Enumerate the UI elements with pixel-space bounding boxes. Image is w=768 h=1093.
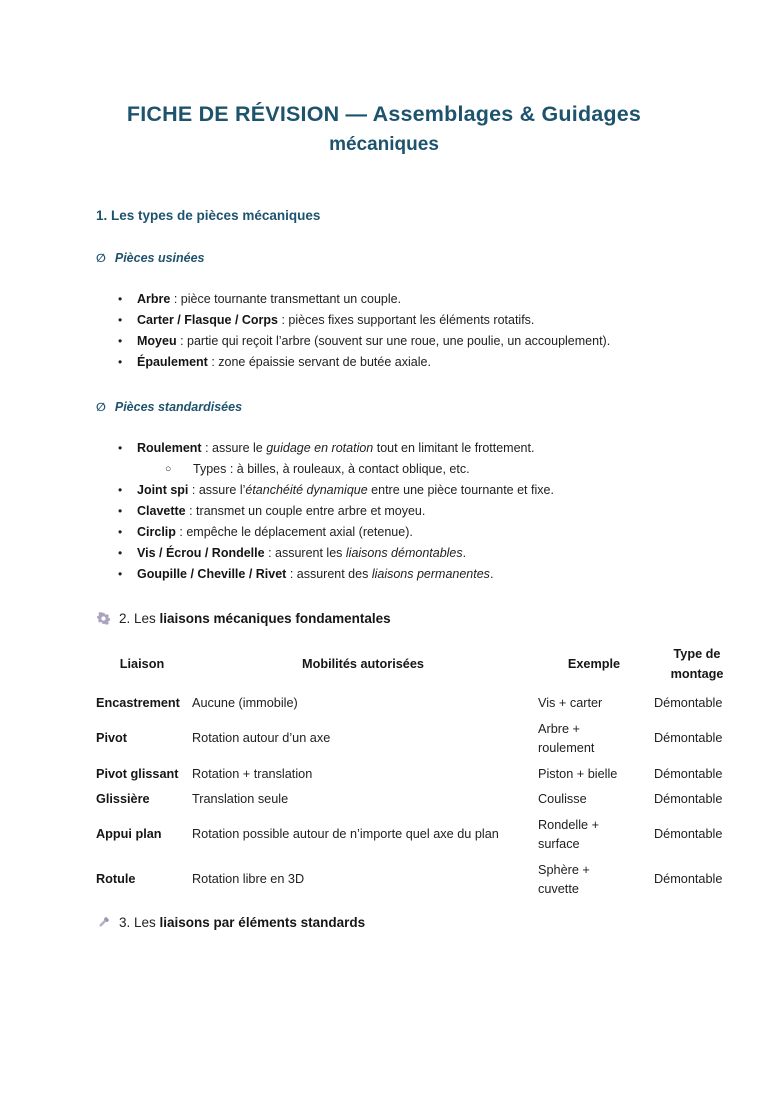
section-3-prefix: 3. Les: [119, 914, 160, 930]
bullet-icon: •: [118, 441, 123, 455]
diameter-icon: ∅: [96, 402, 106, 414]
text-segment: : pièces fixes supportant les éléments rotatifs.: [278, 313, 535, 327]
text-segment: Carter / Flasque / Corps: [137, 313, 279, 327]
text-segment: : assure l’: [188, 483, 246, 497]
table-cell: Démontable: [654, 696, 723, 710]
text-segment: Clavette: [137, 504, 186, 518]
list-item: [96, 310, 722, 331]
table-cell: Rotation possible autour de n’importe quel axe du plan: [192, 827, 499, 842]
text-segment: : partie qui reçoit l’arbre (souvent sur une roue, une poulie, un accouplement).: [176, 334, 611, 348]
table-cell: Pivot: [96, 731, 128, 746]
document-page: [0, 99, 768, 931]
table-cell: Arbre + roulement: [538, 721, 595, 755]
subsection-title: Pièces usinées: [114, 251, 205, 265]
table-body: [96, 691, 744, 903]
list-item-text: [137, 567, 493, 581]
table-cell: Démontable: [654, 872, 723, 887]
bullet-icon: •: [118, 355, 123, 369]
bullet-icon: •: [118, 483, 123, 497]
text-segment: : pièce tournante transmettant un couple.: [170, 292, 402, 306]
bullet-list: [96, 438, 768, 585]
table-header-cell: Exemple: [567, 657, 621, 671]
list-item: [96, 501, 722, 522]
table-row: [96, 691, 744, 717]
table-cell: Glissière: [96, 792, 150, 806]
text-segment: .: [462, 546, 467, 560]
table-row: [96, 787, 744, 813]
table-row: [96, 813, 744, 858]
bullet-icon: •: [118, 567, 123, 581]
bullet-icon: •: [118, 546, 123, 560]
bullet-icon: •: [118, 313, 123, 327]
text-segment: liaisons démontables: [345, 546, 463, 560]
list-item-text: [137, 441, 534, 455]
table-row: [96, 717, 744, 762]
list-item: [96, 564, 722, 585]
text-segment: : empêche le déplacement axial (retenue).: [175, 525, 413, 539]
table-row: [96, 858, 744, 903]
table-cell: Démontable: [654, 766, 723, 781]
table-cell: Rotule: [96, 872, 136, 887]
bolt-icon: [96, 915, 111, 930]
table-cell: Rotation libre en 3D: [192, 872, 305, 887]
list-item-text: [137, 313, 534, 327]
text-segment: : transmet un couple entre arbre et moyeu.: [185, 504, 426, 518]
section-3-heading: [96, 914, 768, 931]
text-segment: : assurent des: [286, 567, 372, 581]
bullet-icon: •: [118, 334, 123, 348]
title-line1: FICHE DE RÉVISION — Assemblages & Guidages: [126, 102, 642, 126]
text-segment: Goupille / Cheville / Rivet: [137, 567, 287, 581]
list-item: [96, 522, 722, 543]
list-item: [96, 352, 722, 373]
table-cell: Rotation + translation: [192, 766, 313, 781]
list-item: [96, 289, 722, 310]
section-2-title: liaisons mécaniques fondamentales: [159, 611, 391, 626]
list-item-text: [137, 525, 413, 539]
bullet-icon: •: [118, 525, 123, 539]
list-item: [96, 331, 722, 352]
subsection-title: Pièces standardisées: [114, 400, 243, 414]
list-item-text: [137, 483, 554, 497]
list-item-text: [137, 546, 466, 560]
text-segment: .: [489, 567, 494, 581]
section-2-heading: [96, 610, 768, 627]
section-2-prefix: 2. Les: [119, 611, 160, 626]
circle-bullet-icon: ○: [165, 463, 172, 475]
bullet-list: [96, 289, 768, 373]
section-1-heading: 1. Les types de pièces mécaniques: [96, 208, 321, 223]
text-segment: Épaulement: [137, 355, 208, 369]
text-segment: : assure le: [201, 441, 267, 455]
table-cell: Rondelle + surface: [538, 817, 600, 851]
table-cell: Rotation autour d’un axe: [192, 731, 331, 746]
page-title: [0, 99, 768, 160]
gear-icon: [96, 611, 111, 626]
table-cell: Translation seule: [192, 792, 289, 806]
table-header-cell: Type de montage: [670, 647, 724, 681]
table-header-cell: Liaison: [119, 657, 165, 671]
text-segment: Arbre: [137, 292, 171, 306]
list-item: [96, 480, 722, 501]
bullet-icon: •: [118, 504, 123, 518]
table-cell: Appui plan: [96, 827, 162, 842]
text-segment: Roulement: [137, 441, 202, 455]
list-item-text: [137, 334, 610, 348]
table-cell: Démontable: [654, 731, 723, 746]
text-segment: Circlip: [137, 525, 176, 539]
liaisons-table: [96, 640, 744, 903]
table-header-cell: Mobilités autorisées: [302, 657, 424, 671]
text-segment: Types : à billes, à rouleaux, à contact oblique, etc.: [193, 462, 470, 476]
table-cell: Aucune (immobile): [192, 696, 298, 710]
table-cell: Vis + carter: [538, 696, 603, 710]
table-cell: Coulisse: [538, 792, 587, 806]
table-cell: Piston + bielle: [538, 766, 618, 781]
list-item: [96, 438, 722, 459]
section-1-body: [0, 250, 768, 585]
text-segment: Moyeu: [137, 334, 177, 348]
list-item-text: [137, 355, 431, 369]
text-segment: entre une pièce tournante et fixe.: [367, 483, 554, 497]
subsection-heading: [96, 399, 768, 417]
title-line2: mécaniques: [329, 134, 439, 155]
list-item-text: [193, 462, 470, 476]
table-cell: Démontable: [654, 827, 723, 842]
section-3-title: liaisons par éléments standards: [159, 914, 366, 930]
text-segment: liaisons permanentes: [371, 567, 490, 581]
diameter-icon: ∅: [96, 253, 106, 265]
list-item-text: [137, 292, 401, 306]
table-header-row: [96, 640, 744, 691]
text-segment: tout en limitant le frottement.: [373, 441, 535, 455]
list-item-text: [137, 504, 425, 518]
table-row: [96, 762, 744, 788]
text-segment: étanchéité dynamique: [245, 483, 368, 497]
text-segment: Joint spi: [137, 483, 189, 497]
table-cell: Démontable: [654, 792, 723, 806]
text-segment: : zone épaissie servant de butée axiale.: [207, 355, 431, 369]
list-item: [96, 543, 722, 564]
list-item: [96, 459, 768, 480]
text-segment: Vis / Écrou / Rondelle: [137, 546, 265, 560]
table-cell: Encastrement: [96, 696, 180, 710]
text-segment: guidage en rotation: [266, 441, 374, 455]
table-cell: Sphère + cuvette: [538, 862, 590, 896]
text-segment: : assurent les: [264, 546, 346, 560]
subsection-heading: [96, 250, 768, 268]
bullet-icon: •: [118, 292, 123, 306]
table-cell: Pivot glissant: [96, 766, 179, 781]
